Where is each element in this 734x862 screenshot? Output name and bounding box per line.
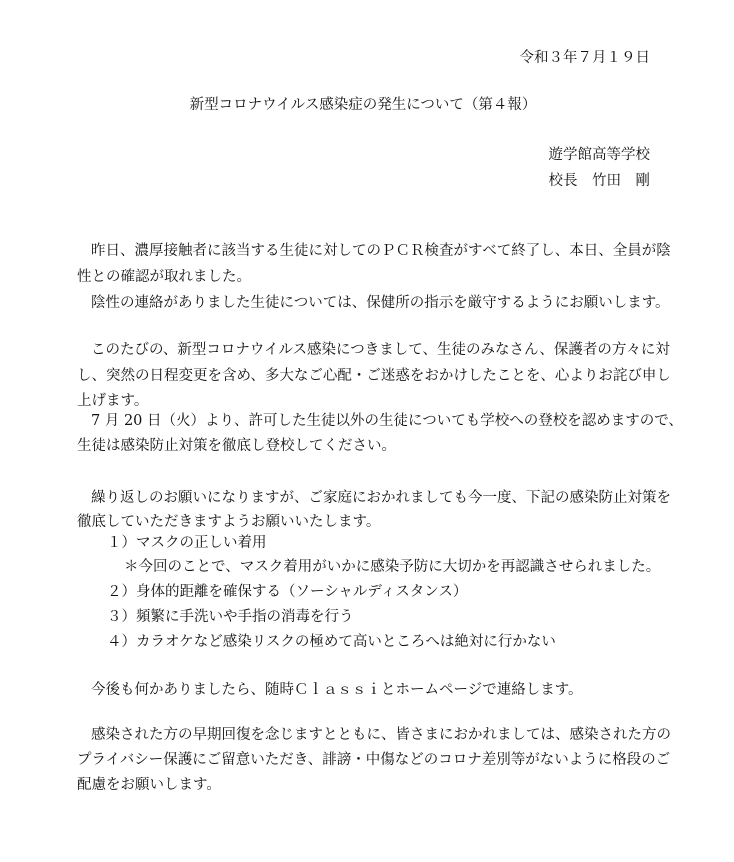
paragraph-line: 昨日、濃厚接触者に該当する生徒に対してのＰＣＲ検査がすべて終了し、本日、全員が陰 (91, 243, 671, 259)
paragraph-line: 陰性の連絡がありました生徒については、保健所の指示を厳守するようにお願いします。 (91, 295, 670, 311)
document-date: 令和３年７月１９日 (519, 50, 650, 66)
paragraph-line: 感染された方の早期回復を念じますとともに、皆さまにおかれましては、感染された方の (91, 727, 671, 743)
list-item: １）マスクの正しい着用 (107, 535, 267, 551)
paragraph-line: 上げます。 (77, 393, 149, 409)
paragraph-line: 生徒は感染防止対策を徹底し登校してください。 (77, 438, 396, 454)
paragraph-line: し、突然の日程変更を含め、多大なご心配・ご迷惑をおかけしたことを、心よりお詫び申し (77, 368, 671, 384)
principal-name: 校長 竹田 剛 (548, 173, 650, 189)
paragraph-line: 繰り返しのお願いになりますが、ご家庭におかれましても今一度、下記の感染防止対策を (91, 490, 671, 506)
paragraph-line: 配慮をお願いします。 (77, 777, 221, 793)
paragraph-line: プライバシー保護にご留意いただき、誹謗・中傷などのコロナ差別等がないように格段のご (77, 752, 671, 768)
paragraph-line: 徹底していただきますようお願いいたします。 (77, 514, 381, 530)
list-item: ４）カラオケなど感染リスクの極めて高いところへは絶対に行かない (107, 634, 556, 650)
paragraph-line: 7 月 20 日（火）より、許可した生徒以外の生徒についても学校への登校を認めますので、 (91, 413, 683, 429)
list-item: ２）身体的距離を確保する（ソーシャルディスタンス） (107, 584, 468, 600)
paragraph-line: このたびの、新型コロナウイルス感染につきまして、生徒のみなさん、保護者の方々に対 (91, 342, 670, 358)
paragraph-line: 性との確認が取れました。 (77, 269, 251, 285)
school-name: 遊学館高等学校 (548, 147, 650, 163)
list-item-note: ＊今回のことで、マスク着用がいかに感染予防に大切かを再認識させられました。 (124, 559, 661, 575)
paragraph-line: 今後も何かありましたら、随時Ｃｌａｓｓｉとホームページで連絡します。 (91, 682, 583, 698)
document-title: 新型コロナウイルス感染症の発生について（第４報） (189, 97, 537, 113)
list-item: ３）頻繁に手洗いや手指の消毒を行う (107, 609, 354, 625)
